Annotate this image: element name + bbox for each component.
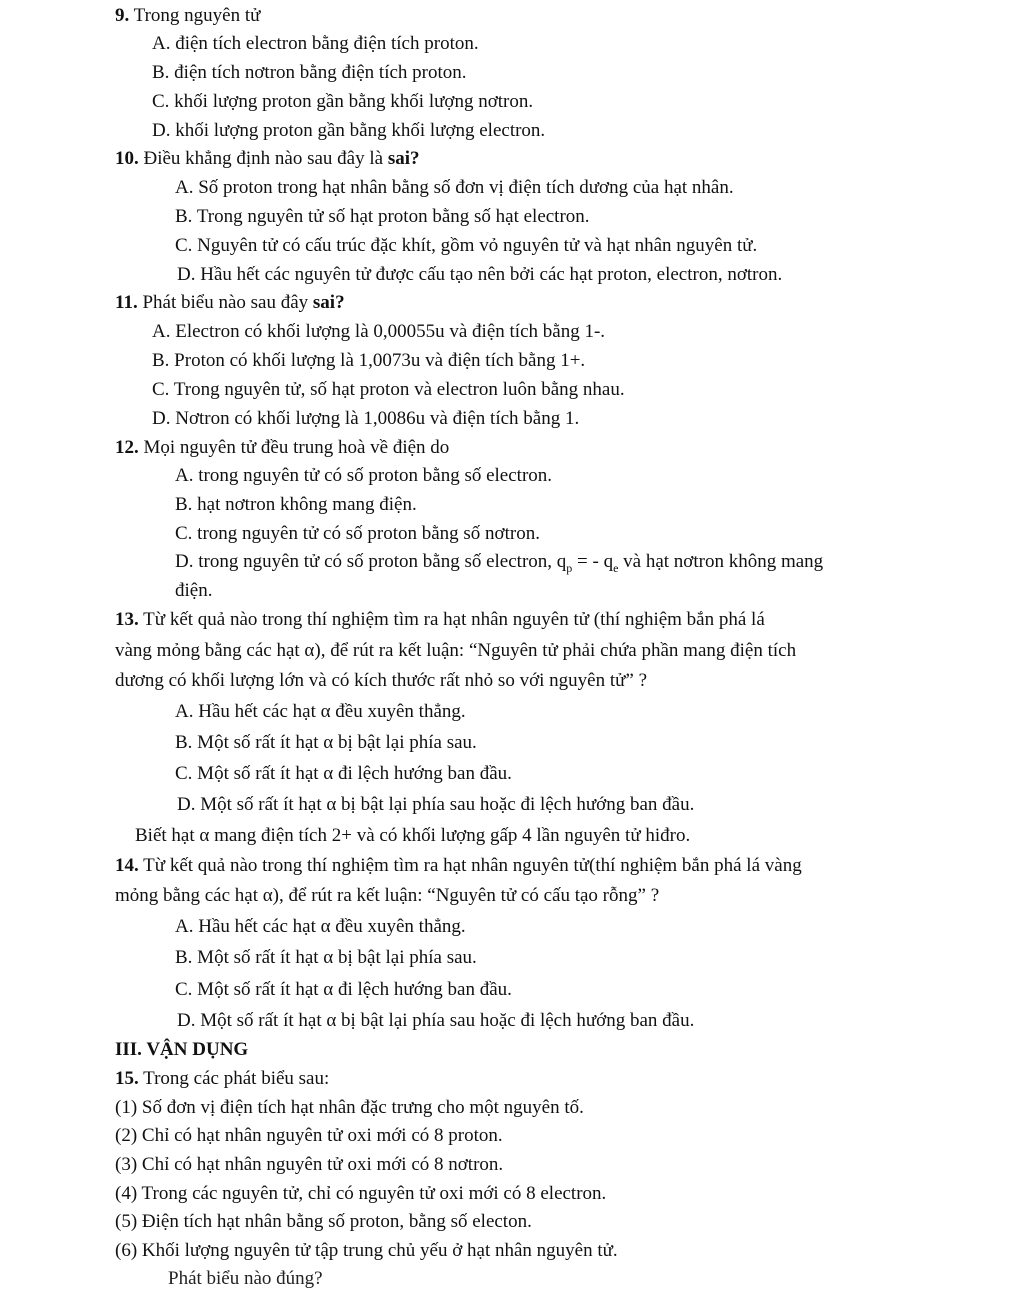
q9-number: 9. [115,5,130,26]
section-heading: III. VẬN DỤNG [115,1039,249,1060]
q14-stem-line-1 [115,855,802,877]
q12-option-b: B. hạt nơtron không mang điện. [175,494,417,515]
q10-option-b: B. Trong nguyên tử số hạt proton bằng số hạt electron. [175,206,590,227]
q13-stem-line-2: vàng mỏng bằng các hạt α), để rút ra kết luận: “Nguyên tử phải chứa phần mang điện tích [115,640,797,661]
q9-option-a: A. điện tích electron bằng điện tích proton. [152,33,479,54]
q13-number: 13. [115,609,139,630]
q11-stem-text: Phát biểu nào sau đây [142,292,309,313]
q12-number: 12. [115,437,139,458]
q12-option-d-text-1: D. trong nguyên tử có số proton bằng số electron, q [175,551,567,572]
q10-stem-text: Điều khẳng định nào sau đây là [143,148,384,169]
q13-option-c: C. Một số rất ít hạt α đi lệch hướng ban đầu. [175,763,512,784]
q12-option-d-sub-e: e [613,560,619,575]
q12-option-a: A. trong nguyên tử có số proton bằng số electron. [175,465,553,486]
q11-option-c: C. Trong nguyên tử, số hạt proton và electron luôn bằng nhau. [152,379,625,400]
q13-option-d: D. Một số rất ít hạt α bị bật lại phía sau hoặc đi lệch hướng ban đầu. [177,794,695,815]
q15-item-4: (4) Trong các nguyên tử, chỉ có nguyên tử oxi mới có 8 electron. [115,1183,607,1204]
q12-stem-text: Mọi nguyên tử đều trung hoà về điện do [143,437,450,458]
q13-stem-line-1 [115,609,765,631]
q9-option-d: D. khối lượng proton gần bằng khối lượng electron. [152,120,546,141]
q11-number: 11. [115,292,138,313]
q14-option-a: A. Hầu hết các hạt α đều xuyên thẳng. [175,916,466,937]
q14-option-d: D. Một số rất ít hạt α bị bật lại phía sau hoặc đi lệch hướng ban đầu. [177,1010,695,1031]
q15-stem-text: Trong các phát biểu sau: [143,1068,330,1089]
q14-number: 14. [115,855,139,876]
q12-option-d-continued: điện. [175,580,213,601]
q9-stem-text: Trong nguyên tử [133,5,261,26]
q14-stem-line-2: mỏng bằng các hạt α), để rút ra kết luận: “Nguyên tử có cấu tạo rỗng” ? [115,885,660,906]
q11-option-d: D. Nơtron có khối lượng là 1,0086u và điện tích bằng 1. [152,408,580,429]
q9-stem [115,5,260,27]
q14-option-c: C. Một số rất ít hạt α đi lệch hướng ban đầu. [175,979,512,1000]
q14-stem-text-1: Từ kết quả nào trong thí nghiệm tìm ra hạt nhân nguyên tử(thí nghiệm bắn phá lá vàng [143,855,802,876]
q13-stem-line-3: dương có khối lượng lớn và có kích thước rất nhỏ so với nguyên tử” ? [115,670,648,691]
q12-option-d-sub-p: p [566,560,573,575]
q14-option-b: B. Một số rất ít hạt α bị bật lại phía sau. [175,947,477,968]
q11-option-a: A. Electron có khối lượng là 0,00055u và điện tích bằng 1-. [152,321,606,342]
q12-option-d-text-2: = - q [572,551,614,572]
q13-option-b: B. Một số rất ít hạt α bị bật lại phía sau. [175,732,477,753]
q13-stem-text-1: Từ kết quả nào trong thí nghiệm tìm ra hạt nhân nguyên tử (thí nghiệm bắn phá lá [143,609,765,630]
q13-option-a: A. Hầu hết các hạt α đều xuyên thẳng. [175,701,466,722]
q9-option-c: C. khối lượng proton gần bằng khối lượng nơtron. [152,91,534,112]
q15-number: 15. [115,1068,139,1089]
q15-stem [115,1068,329,1090]
q12-option-d-text-3: và hạt nơtron không mang [618,551,824,572]
q10-stem-bold: sai? [387,148,420,169]
q13-note: Biết hạt α mang điện tích 2+ và có khối lượng gấp 4 lần nguyên tử hiđro. [135,825,691,846]
q10-stem [115,148,420,170]
q10-option-d: D. Hầu hết các nguyên tử được cấu tạo nên bởi các hạt proton, electron, nơtron. [177,264,783,285]
q15-item-1: (1) Số đơn vị điện tích hạt nhân đặc trưng cho một nguyên tố. [115,1097,584,1118]
q12-option-c: C. trong nguyên tử có số proton bằng số nơtron. [175,523,540,544]
q11-option-b: B. Proton có khối lượng là 1,0073u và điện tích bằng 1+. [152,350,586,371]
q10-number: 10. [115,148,139,169]
q10-option-c: C. Nguyên tử có cấu trúc đặc khít, gồm vỏ nguyên tử và hạt nhân nguyên tử. [175,235,758,256]
q10-option-a: A. Số proton trong hạt nhân bằng số đơn vị điện tích dương của hạt nhân. [175,177,734,198]
q12-stem [115,437,449,459]
q11-stem-bold: sai? [312,292,345,313]
q15-item-3: (3) Chỉ có hạt nhân nguyên tử oxi mới có 8 nơtron. [115,1154,504,1175]
q11-stem [115,292,345,314]
q15-question: Phát biểu nào đúng? [168,1268,323,1289]
q15-item-6: (6) Khối lượng nguyên tử tập trung chủ yếu ở hạt nhân nguyên tử. [115,1240,618,1261]
q12-option-d [175,551,823,573]
q15-item-5: (5) Điện tích hạt nhân bằng số proton, bằng số electon. [115,1211,532,1232]
q15-item-2: (2) Chỉ có hạt nhân nguyên tử oxi mới có 8 proton. [115,1125,503,1146]
q9-option-b: B. điện tích nơtron bằng điện tích proton. [152,62,467,83]
